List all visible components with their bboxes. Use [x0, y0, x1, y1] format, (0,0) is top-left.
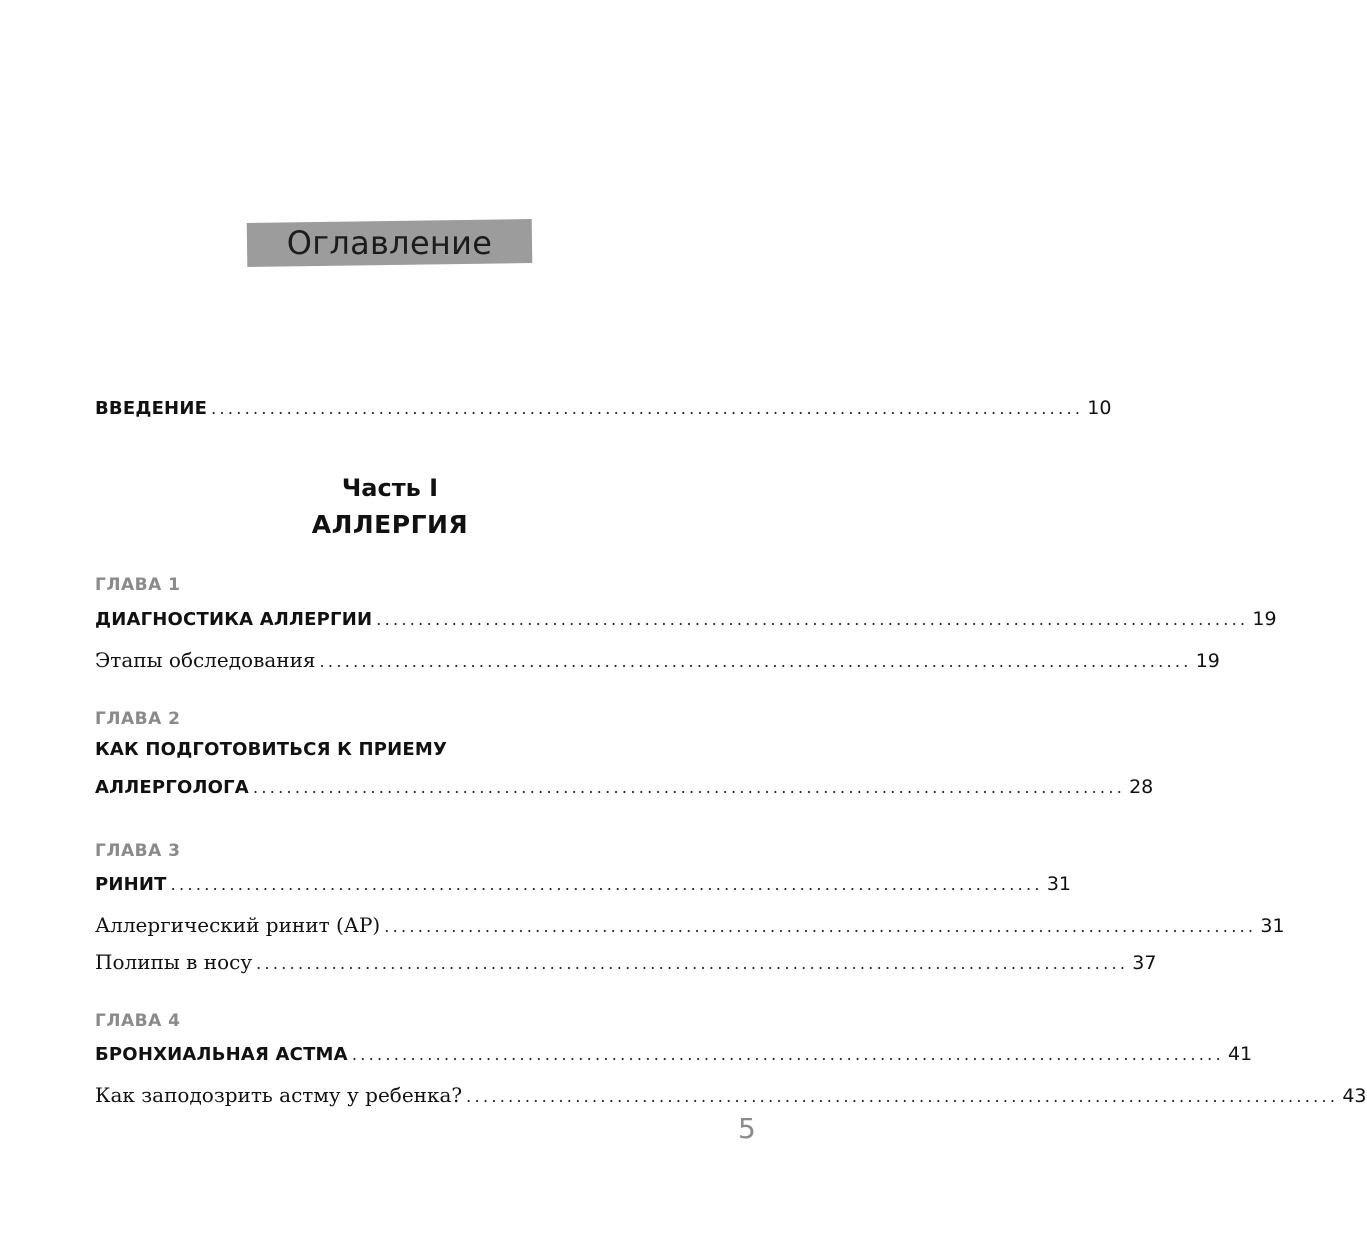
toc-page-number: 37 — [1132, 952, 1157, 974]
toc-entry-chapter-1[interactable] — [95, 608, 1277, 630]
toc-entry-chapter-2[interactable] — [95, 776, 1154, 798]
toc-entry-label: Этапы обследования — [95, 648, 316, 672]
toc-page-number: 19 — [1252, 608, 1277, 630]
toc-entry-label: Как заподозрить астму у ребенка? — [95, 1083, 463, 1107]
toc-entry-label: БРОНХИАЛЬНАЯ АСТМА — [95, 1044, 348, 1065]
dot-leader: ........................................................................................................ — [170, 875, 1043, 894]
toc-page-number: 10 — [1087, 397, 1112, 419]
chapter-label: ГЛАВА 3 — [95, 841, 181, 861]
toc-entry-label: АЛЛЕРГОЛОГА — [95, 777, 249, 798]
chapter-label: ГЛАВА 2 — [95, 709, 181, 729]
toc-entry-intro[interactable] — [95, 397, 1112, 419]
toc-entry-label: ДИАГНОСТИКА АЛЛЕРГИИ — [95, 609, 373, 630]
toc-entry-label: РИНИТ — [95, 874, 167, 895]
part-number: Часть I — [341, 474, 439, 502]
toc-entry-chapter-4[interactable] — [95, 1043, 1253, 1065]
toc-entry-label: Полипы в носу — [95, 950, 253, 974]
toc-entry-chapter-3[interactable] — [95, 873, 1071, 895]
toc-entry-heading-line: КАК ПОДГОТОВИТЬСЯ К ПРИЕМУ — [95, 739, 448, 760]
toc-page-number: 28 — [1129, 776, 1154, 798]
toc-entry-label: ВВЕДЕНИЕ — [95, 398, 208, 419]
chapter-label: ГЛАВА 1 — [95, 575, 181, 595]
toc-page-number: 31 — [1046, 873, 1071, 895]
dot-leader: ........................................................................................................ — [384, 917, 1257, 936]
dot-leader: ........................................................................................................ — [376, 610, 1249, 629]
toc-entry-subsection[interactable] — [95, 1083, 1367, 1107]
dot-leader: ........................................................................................................ — [351, 1045, 1224, 1064]
toc-entry-subsection[interactable] — [95, 648, 1220, 672]
toc-entry-subsection[interactable] — [95, 913, 1285, 937]
toc-entry-subsection[interactable] — [95, 950, 1157, 974]
toc-entry-label: Аллергический ринит (АР) — [95, 913, 381, 937]
dot-leader: ........................................................................................................ — [319, 652, 1192, 671]
chapter-label: ГЛАВА 4 — [95, 1011, 181, 1031]
part-title: АЛЛЕРГИЯ — [311, 510, 469, 539]
toc-page-number: 41 — [1227, 1043, 1253, 1065]
toc-page-number: 43 — [1342, 1085, 1367, 1107]
dot-leader: ........................................................................................................ — [466, 1087, 1339, 1106]
dot-leader: ........................................................................................................ — [256, 954, 1129, 973]
page-title: Оглавление — [286, 224, 493, 262]
page-number: 5 — [738, 1112, 756, 1145]
dot-leader: ........................................................................................................ — [211, 399, 1084, 418]
toc-page-number: 19 — [1195, 650, 1220, 672]
dot-leader: ........................................................................................................ — [252, 778, 1126, 797]
toc-page-number: 31 — [1260, 915, 1285, 937]
